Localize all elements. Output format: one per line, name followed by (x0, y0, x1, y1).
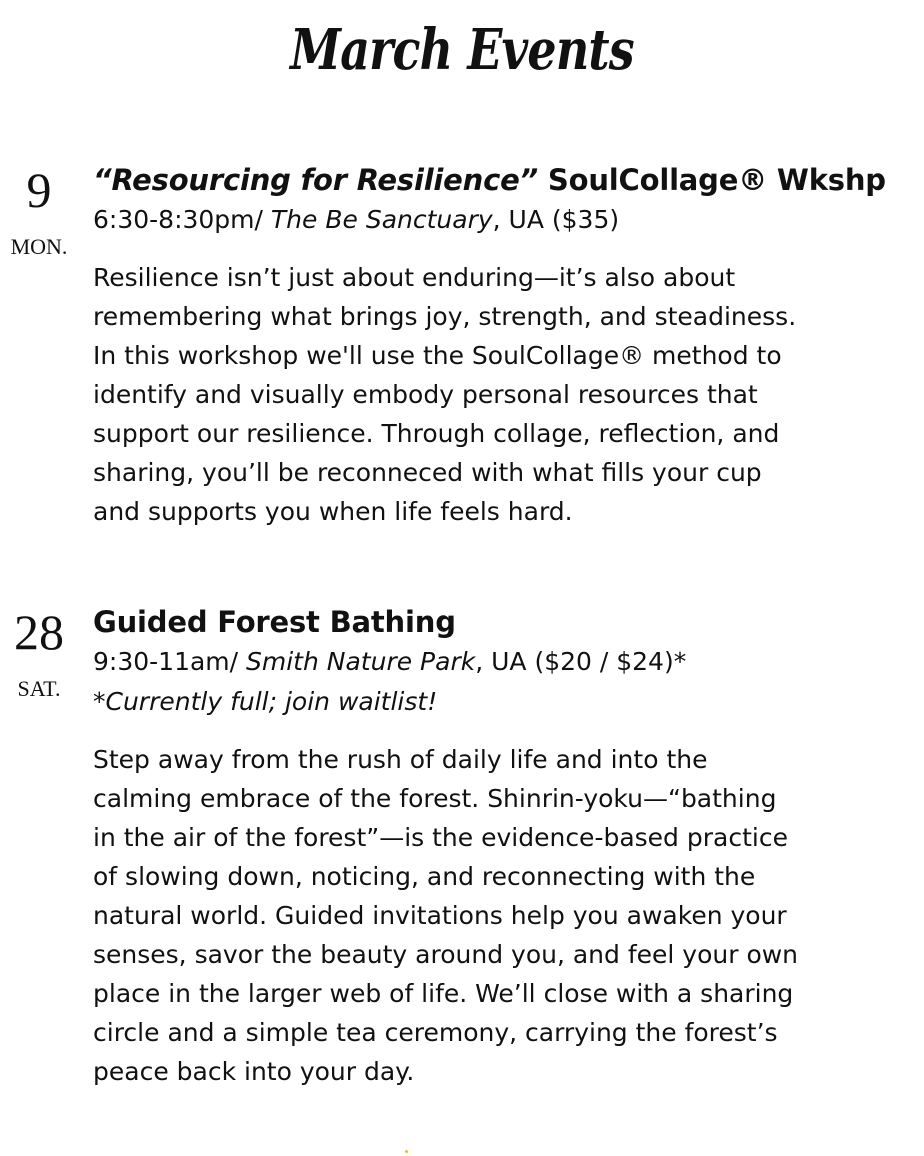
description-line: In this workshop we'll use the SoulCollage® method to (93, 341, 782, 370)
description-line: of slowing down, noticing, and reconnecting with the (93, 862, 756, 891)
description-line: peace back into your day. (93, 1057, 415, 1086)
description-line: sharing, you’ll be reconneced with what fills your cup (93, 458, 762, 487)
event-description (93, 740, 918, 1091)
description-line: in the air of the forest”—is the evidence-based practice (93, 823, 788, 852)
description-line: remembering what brings joy, strength, and steadiness. (93, 302, 797, 331)
event-time: 9:30-11am/ (93, 647, 247, 676)
event-location-price: , UA ($20 / $24)* (475, 647, 687, 676)
event-title-rest: SoulCollage® Wkshp (538, 163, 886, 197)
event-description (93, 258, 918, 531)
event-location-price: , UA ($35) (492, 205, 620, 234)
event-date (0, 602, 78, 702)
description-line: Resilience isn’t just about enduring—it’s also about (93, 263, 736, 292)
event-weekday: MON. (10, 234, 68, 259)
description-line: natural world. Guided invitations help you awaken your (93, 901, 787, 930)
event-meta (93, 200, 918, 240)
description-line: identify and visually embody personal resources that (93, 380, 758, 409)
event-day-number: 28 (14, 604, 64, 660)
page-title: March Events (290, 17, 634, 83)
description-line: senses, savor the beauty around you, and feel your own (93, 940, 799, 969)
event-venue: Smith Nature Park (246, 647, 476, 676)
event-weekday: SAT. (17, 676, 61, 701)
description-line: Step away from the rush of daily life and into the (93, 745, 708, 774)
description-line: place in the larger web of life. We’ll close with a sharing (93, 979, 794, 1008)
decorative-dot (405, 1150, 408, 1153)
description-line: and supports you when life feels hard. (93, 497, 573, 526)
description-line: calming embrace of the forest. Shinrin-yoku—“bathing (93, 784, 777, 813)
description-line: support our resilience. Through collage, reflection, and (93, 419, 780, 448)
event-venue: The Be Sanctuary (270, 205, 493, 234)
event-title: Guided Forest Bathing (93, 605, 456, 639)
event-time: 6:30-8:30pm/ (93, 205, 271, 234)
event-waitlist-note: *Currently full; join waitlist! (93, 687, 438, 716)
description-line: circle and a simple tea ceremony, carrying the forest’s (93, 1018, 778, 1047)
event-content (93, 160, 918, 531)
event-content (93, 602, 918, 1091)
event-title-italic: “Resourcing for Resilience” (93, 163, 539, 197)
event-day-number: 9 (26, 162, 52, 218)
event-date (0, 160, 78, 260)
event-meta (93, 642, 918, 682)
event-title (93, 160, 918, 200)
